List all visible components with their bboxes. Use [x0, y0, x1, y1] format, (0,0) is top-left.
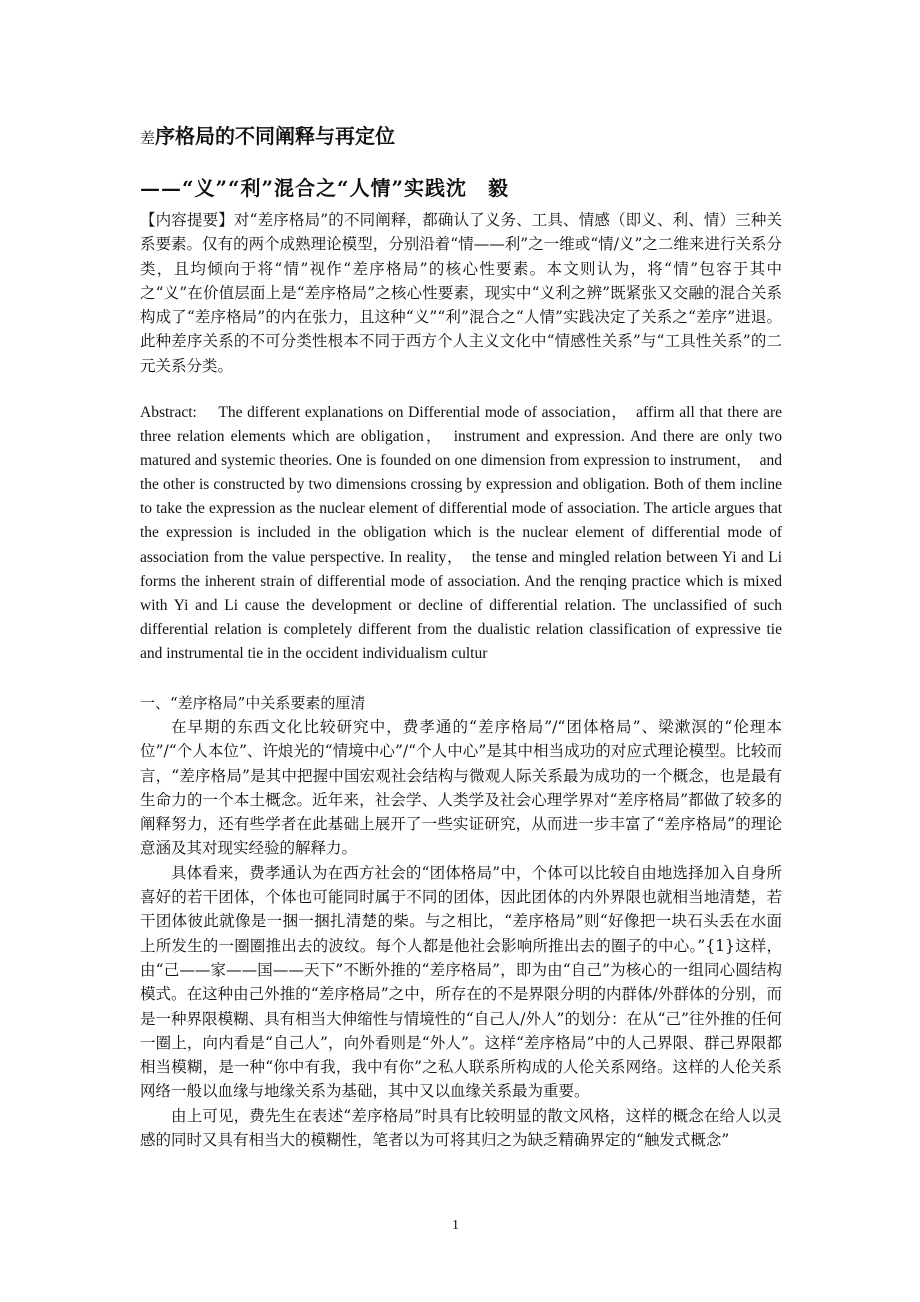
abstract-english: Abstract: The different explanations on Differential mode of association， affirm all that there are three relation elements which are obligation， instrument and expression. And there are only two matured and systemic theories. One is founded on one dimension from expression to instrument， and the other is constructed by two dimensions crossing by expression and obligation. Both of them incline to take the expression as the nuclear element of differential mode of association. The article argues that the expression is included in the obligation which is the nuclear element of differential mode of association from the value perspective. In reality， the tense and mingled relation between Yi and Li forms the inherent strain of differential mode of association. And the renqing practice which is mixed with Yi and Li cause the development or decline of differential relation. The unclassified of such differential relation is completely different from the dualistic relation classification of expressive tie and instrumental tie in the occident individualism cultur	[140, 404, 782, 662]
abstract-chinese: 【内容提要】对“差序格局”的不同阐释，都确认了义务、工具、情感（即义、利、情）三种关系要素。仅有的两个成熟理论模型，分别沿着“情——利”之一维或“情/义”之二维来进行关系分类，且均倾向于将“情”视作“差序格局”的核心性要素。本文则认为，将“情”包容于其中之“义”在价值层面上是“差序格局”之核心性要素，现实中“义利之辨”既紧张又交融的混合关系构成了“差序格局”的内在张力，且这种“义”“利”混合之“人情”实践决定了关系之“差序”进退。此种差序关系的不可分类性根本不同于西方个人主义文化中“情感性关系”与“工具性关系”的二元关系分类。	[140, 211, 782, 375]
body-paragraph: 在早期的东西文化比较研究中，费孝通的“差序格局”/“团体格局”、梁漱溟的“伦理本位”/“个人本位”、许烺光的“情境中心”/“个人中心”是其中相当成功的对应式理论模型。比较而言，“差序格局”是其中把握中国宏观社会结构与微观人际关系最为成功的一个概念，也是最有生命力的一个本土概念。近年来，社会学、人类学及社会心理学界对“差序格局”都做了较多的阐释努力，还有些学者在此基础上展开了一些实证研究，从而进一步丰富了“差序格局”的理论意涵及其对现实经验的解释力。	[140, 718, 782, 858]
section-heading: 一、“差序格局”中关系要素的厘清	[140, 694, 366, 712]
article-subtitle: ——“义”“利”混合之“人情”实践沈 毅	[140, 176, 510, 200]
page-number: 1	[452, 1218, 459, 1233]
body-paragraph: 由上可见，费先生在表述“差序格局”时具有比较明显的散文风格，这样的概念在给人以灵感的同时又具有相当大的模糊性，笔者以为可将其归之为缺乏精确界定的“触发式概念”	[140, 1106, 782, 1150]
title-first-char: 差	[140, 129, 156, 147]
body-text	[140, 715, 782, 1152]
title-rest: 序格局的不同阐释与再定位	[155, 124, 396, 148]
article-title	[140, 120, 395, 149]
body-paragraph: 具体看来，费孝通认为在西方社会的“团体格局”中，个体可以比较自由地选择加入自身所喜好的若干团体，个体也可能同时属于不同的团体，因此团体的内外界限也就相当地清楚，若干团体彼此就像是一捆一捆扎清楚的柴。与之相比，“差序格局”则“好像把一块石头丢在水面上所发生的一圈圈推出去的波纹。每个人都是他社会影响所推出去的圈子的中心。”{1}这样，由“己——家——国——天下”不断外推的“差序格局”，即为由“自己”为核心的一组同心圆结构模式。在这种由己外推的“差序格局”之中，所存在的不是界限分明的内群体/外群体的分别，而是一种界限模糊、具有相当大伸缩性与情境性的“自己人/外人”的划分：在从“己”往外推的任何一圈上，向内看是“自己人”，向外看则是“外人”。这样“差序格局”中的人己界限、群己界限都相当模糊，是一种“你中有我，我中有你”之私人联系所构成的人伦关系网络。这样的人伦关系网络一般以血缘与地缘关系为基础，其中又以血缘关系最为重要。	[140, 863, 782, 1101]
